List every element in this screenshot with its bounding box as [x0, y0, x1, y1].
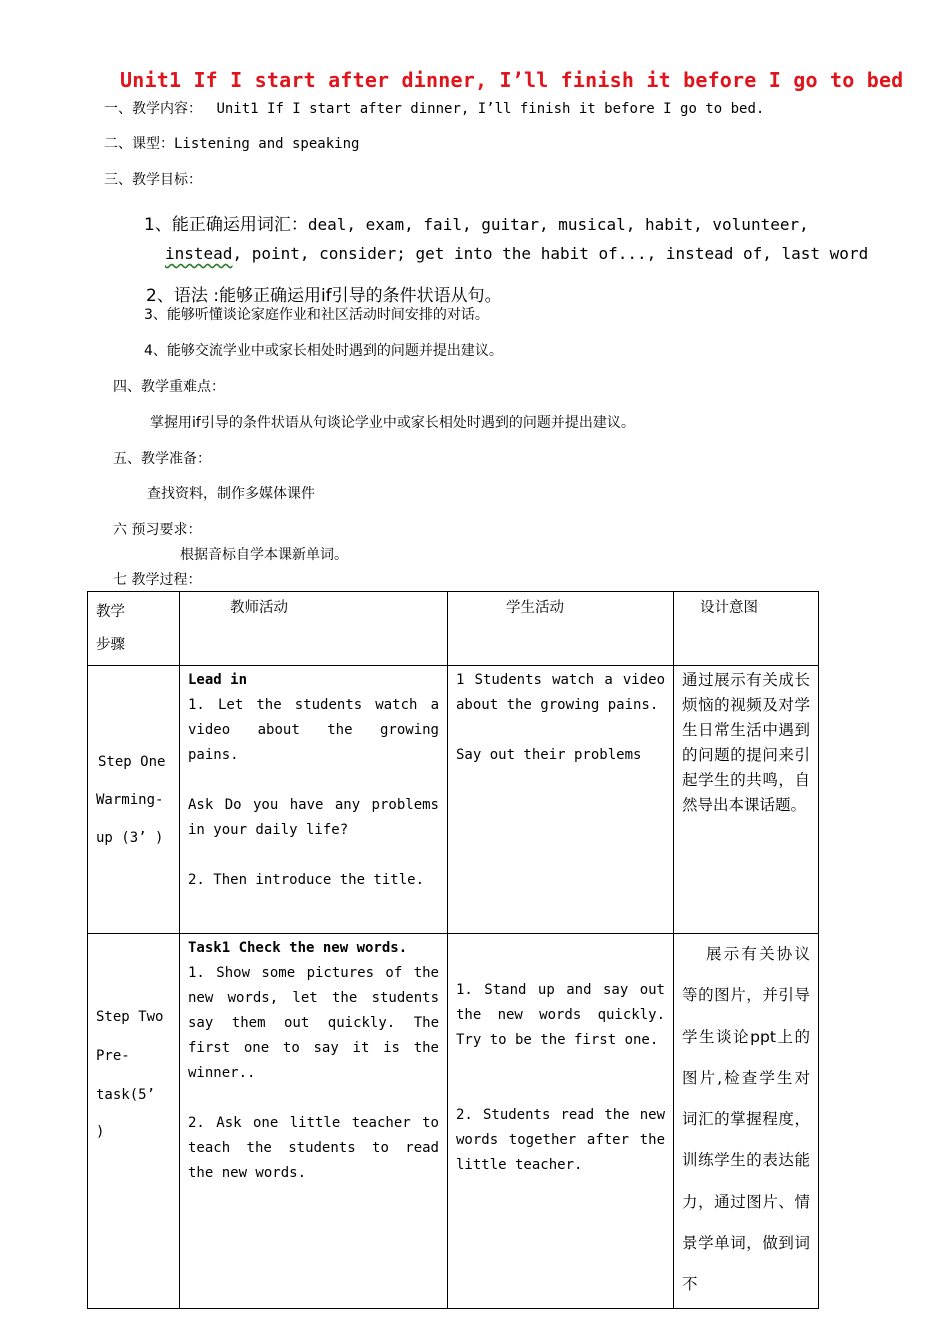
- objective-1-words-b: , point, consider; get into the habit of..., instead of, last word: [232, 244, 869, 263]
- row1-teacher-step-2: 2. Then introduce the title.: [188, 872, 425, 888]
- row1-step-line-3: up (3’ ): [96, 829, 164, 846]
- section-preview-label: 六 预习要求：: [113, 522, 202, 538]
- header-student: 学生活动: [506, 600, 564, 616]
- table-row: [88, 934, 819, 1309]
- section-lesson-type-label: 二、课型：: [104, 136, 174, 152]
- row1-teacher-step-1: 1. Let the students watch a video about the growing pains.: [188, 697, 439, 763]
- row1-student-step-2: Say out their problems: [456, 747, 642, 763]
- section-preview-text: 根据音标自学本课新单词。: [180, 547, 348, 563]
- section-key-points-label: 四、教学重难点：: [113, 379, 225, 395]
- row2-step-line-2: Pre-: [96, 1048, 130, 1064]
- header-step-cell: [88, 592, 180, 666]
- row1-student-cell: [448, 666, 674, 934]
- row1-step-line-2: Warming-: [96, 791, 164, 808]
- objective-1-words-a: deal, exam, fail, guitar, musical, habit, volunteer,: [307, 215, 809, 234]
- section-content-label: 一、教学内容：: [104, 101, 202, 117]
- objective-1-line-1: [144, 210, 809, 235]
- row2-step-cell: [88, 934, 180, 1309]
- header-teacher-cell: [180, 592, 448, 666]
- section-lesson-type-text: Listening and speaking: [174, 136, 360, 152]
- row2-student-step-1: 1. Stand up and say out the new words quickly. Try to be the first one.: [456, 982, 665, 1048]
- objective-3: 3、能够听懂谈论家庭作业和社区活动时间安排的对话。: [144, 307, 489, 323]
- row2-step-line-3: task(5’: [96, 1087, 156, 1103]
- section-content-text: Unit1 If I start after dinner, I’ll finish it before I go to bed.: [216, 101, 765, 117]
- header-teacher: 教师活动: [230, 600, 288, 616]
- row1-teacher-heading: Lead in: [188, 672, 248, 688]
- objective-1-word-instead: instead: [165, 244, 233, 263]
- table-row: [88, 666, 819, 934]
- document-title: Unit1 If I start after dinner, I’ll finish it before I go to bed: [120, 68, 904, 92]
- row1-teacher-cell: [180, 666, 448, 934]
- objective-4: 4、能够交流学业中或家长相处时遇到的问题并提出建议。: [144, 343, 503, 359]
- row1-step-cell: [88, 666, 180, 934]
- table-header-row: [88, 592, 819, 666]
- header-step-line-1: 教学: [96, 604, 125, 620]
- objective-1-line-2: [165, 244, 868, 263]
- row2-step-line-4: ): [96, 1124, 105, 1140]
- row2-student-cell: [448, 934, 674, 1309]
- row2-intent: 展示有关协议等的图片，并引导学生谈论ppt上的图片,检查学生对词汇的掌握程度，训练学生的表达能力，通过图片、情景学单词，做到词不: [682, 945, 810, 1294]
- row1-intent: 通过展示有关成长烦恼的视频及对学生日常生活中遇到的问题的提问来引起学生的共鸣，自然导出本课话题。: [682, 671, 810, 814]
- section-preparation-text: 查找资料，制作多媒体课件: [147, 486, 315, 502]
- header-intent: 设计意图: [700, 600, 758, 616]
- row2-teacher-step-1: 1. Show some pictures of the new words, let the students say them out quickly. The first one to say it is the winner..: [188, 965, 439, 1081]
- header-step-line-2: 步骤: [96, 637, 125, 653]
- header-intent-cell: [674, 592, 819, 666]
- teaching-process-table: [87, 591, 819, 1309]
- section-preparation-label: 五、教学准备：: [113, 451, 211, 467]
- row2-student-step-2: 2. Students read the new words together after the little teacher.: [456, 1107, 665, 1173]
- row1-step-line-1: Step One: [98, 753, 166, 770]
- row1-student-step-1: 1 Students watch a video about the growing pains.: [456, 672, 665, 713]
- row2-teacher-step-2: 2. Ask one little teacher to teach the students to read the new words.: [188, 1115, 439, 1181]
- section-lesson-type: [104, 133, 359, 153]
- row1-intent-cell: [674, 666, 819, 934]
- objective-2: 2、语法 :能够正确运用if引导的条件状语从句。: [146, 286, 502, 306]
- section-process-label: 七 教学过程：: [113, 572, 202, 588]
- row2-intent-cell: [674, 934, 819, 1309]
- section-key-points-text: 掌握用if引导的条件状语从句谈论学业中或家长相处时遇到的问题并提出建议。: [150, 415, 635, 431]
- row1-teacher-question: Ask Do you have any problems in your daily life?: [188, 797, 439, 838]
- section-objectives-label: 三、教学目标：: [104, 172, 202, 188]
- objective-1-prefix: 1、能正确运用词汇：: [144, 215, 308, 235]
- row2-teacher-heading: Task1 Check the new words.: [188, 940, 408, 956]
- section-content: [104, 98, 764, 118]
- header-student-cell: [448, 592, 674, 666]
- row2-teacher-cell: [180, 934, 448, 1309]
- row2-step-line-1: Step Two: [96, 1009, 164, 1025]
